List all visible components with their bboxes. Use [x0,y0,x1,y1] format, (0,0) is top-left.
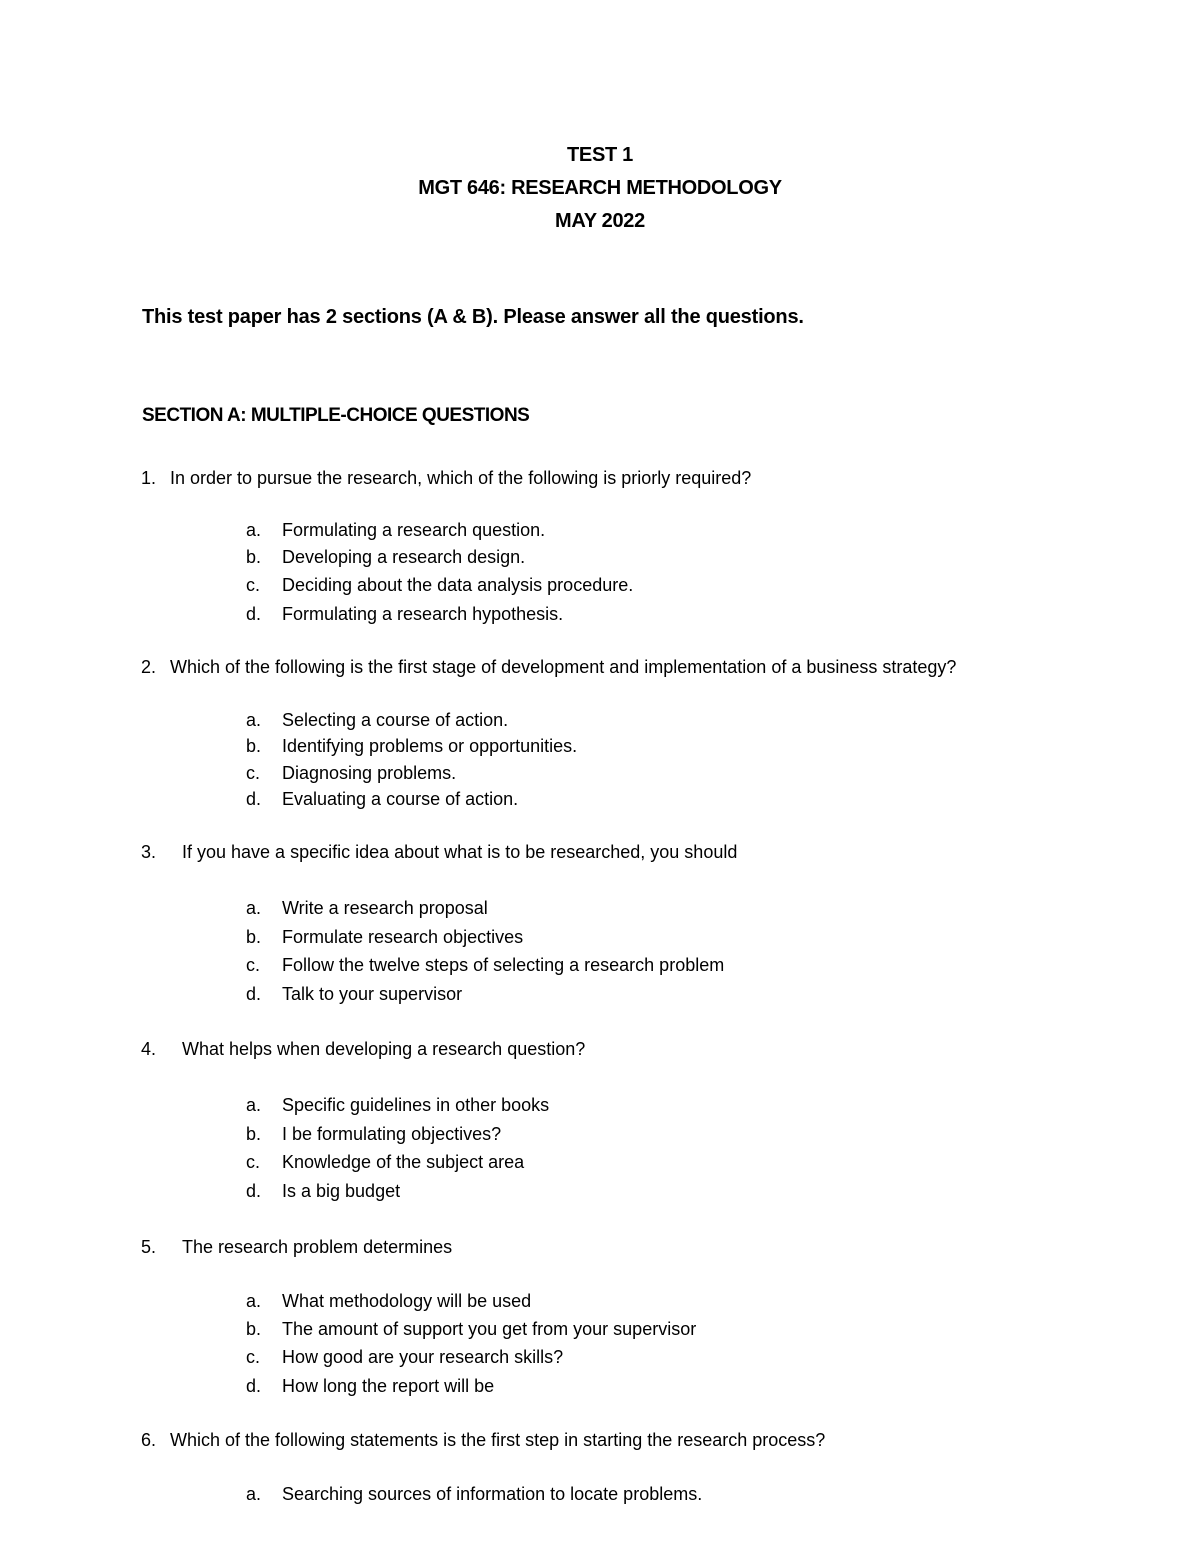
option-letter: b. [246,736,262,756]
option-text: Formulating a research question. [282,520,546,540]
option-text: Diagnosing problems. [282,763,457,783]
question-text: The research problem determines [182,1237,453,1257]
section-a-heading: SECTION A: MULTIPLE-CHOICE QUESTIONS [142,405,530,426]
question-text: Which of the following is the first stage of development and implementation of a business strategy? [170,657,957,677]
option-letter: b. [246,1319,262,1339]
option-letter: d. [246,604,262,624]
option-letter: b. [246,547,262,567]
option-letter: d. [246,984,262,1004]
option-letter: d. [246,789,262,809]
option-letter: a. [246,1095,262,1115]
option-text: How long the report will be [282,1376,495,1396]
option-text: Deciding about the data analysis procedure. [282,575,634,595]
question-number: 6. [141,1430,157,1450]
option-letter: d. [246,1376,262,1396]
option-letter: a. [246,1291,262,1311]
option-text: How good are your research skills? [282,1347,564,1367]
option-text: Is a big budget [282,1181,401,1201]
option-text: Formulating a research hypothesis. [282,604,564,624]
option-text: What methodology will be used [282,1291,532,1311]
option-letter: a. [246,710,262,730]
option-letter: a. [246,898,262,918]
course-title: MGT 646: RESEARCH METHODOLOGY [418,177,782,199]
option-text: Evaluating a course of action. [282,789,519,809]
instructions-text: This test paper has 2 sections (A & B). Please answer all the questions. [142,306,804,328]
exam-date: MAY 2022 [555,210,645,232]
option-letter: c. [246,955,261,975]
option-letter: c. [246,575,261,595]
option-letter: a. [246,1484,262,1504]
option-text: Developing a research design. [282,547,526,567]
option-letter: d. [246,1181,262,1201]
question-text: If you have a specific idea about what is to be researched, you should [182,842,738,862]
option-letter: a. [246,520,262,540]
test-title: TEST 1 [567,144,633,166]
question-text: What helps when developing a research question? [182,1039,586,1059]
option-text: I be formulating objectives? [282,1124,502,1144]
question-number: 1. [141,468,157,488]
option-text: Searching sources of information to locate problems. [282,1484,703,1504]
option-text: Knowledge of the subject area [282,1152,525,1172]
option-letter: b. [246,1124,262,1144]
option-letter: b. [246,927,262,947]
option-letter: c. [246,763,261,783]
option-text: Write a research proposal [282,898,488,918]
question-number: 4. [141,1039,157,1059]
question-text: Which of the following statements is the first step in starting the research process? [170,1430,826,1450]
option-text: Identifying problems or opportunities. [282,736,578,756]
question-number: 3. [141,842,157,862]
option-text: Formulate research objectives [282,927,524,947]
option-text: Follow the twelve steps of selecting a research problem [282,955,725,975]
option-text: Selecting a course of action. [282,710,509,730]
option-text: Specific guidelines in other books [282,1095,550,1115]
option-text: Talk to your supervisor [282,984,463,1004]
question-number: 2. [141,657,157,677]
option-letter: c. [246,1347,261,1367]
option-text: The amount of support you get from your supervisor [282,1319,697,1339]
question-text: In order to pursue the research, which of the following is priorly required? [170,468,752,488]
question-number: 5. [141,1237,157,1257]
option-letter: c. [246,1152,261,1172]
